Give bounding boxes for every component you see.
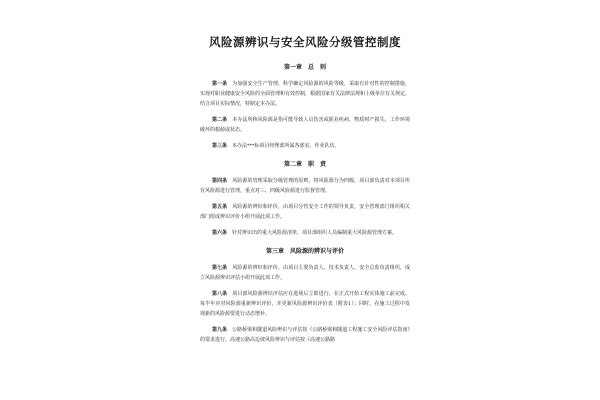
article-label: 第九条 (212, 327, 228, 333)
article (200, 263, 410, 283)
article-text: 为加强安全生产管理，科学确定风险源的风险等级，采取有针对性的控制措施，实现对职业健康安全风险的全面管理和有效控制，根据国家有关法律法规和上级单位有关规定，结合项目实际情况，特制定本办法。 (200, 81, 411, 107)
article (200, 79, 410, 109)
article (200, 202, 410, 222)
chapter-heading: 第一章 总 则 (283, 64, 326, 71)
article-label: 第八条 (212, 291, 228, 297)
document-title: 风险源辨识与安全风险分级管控制度 (209, 35, 401, 49)
article-label: 第二条 (212, 117, 228, 123)
article (200, 289, 410, 319)
article-label: 第七条 (212, 265, 228, 271)
article-text: 风险源的辨识和评价，由项目分管安全工作的领导负责，安全管理部门组织相关部门组成辨识评价小组开展此项工作。 (200, 204, 410, 220)
article-text: 本办法所称风险源是指可能导致人员伤害或职业疾病、物质财产损失、工作环境破坏的根源或状态。 (200, 117, 410, 133)
article (200, 176, 410, 196)
chapter-heading: 第二章 职 责 (283, 161, 326, 168)
article (200, 325, 410, 345)
article-text: 公路桥梁和隧道风险辨识与评估按《公路桥梁和隧道工程施工安全风险评估指南》的要求进行，高速公路高边坡风险辨识与评估按《高速公路路 (200, 327, 410, 343)
chapter-heading: 第三章 风险源的辨识与评价 (265, 248, 344, 255)
article-label: 第三条 (212, 143, 228, 149)
article (200, 141, 410, 151)
article-text: 针对辨识出的重大风险源清单，项目部组织人员编制重大风险源管理方案。 (232, 230, 398, 236)
document-body (200, 34, 410, 351)
article (200, 115, 410, 135)
article-text: 本办法***标项目经理部所属各部室、作业队伍。 (232, 143, 340, 149)
article-label: 第六条 (212, 230, 228, 236)
article-text: 项目部风险源辨识评估应在进场后立即进行，在正式开始工程实体施工前完成。每半年应对风险源重新辨识评价，并更新风险源辨识评价表（附表1）；同时，在施工过程中发现新的风险源要进行动态增补。 (200, 291, 410, 317)
article-label: 第四条 (212, 178, 228, 184)
article-text: 风险源的辨识和评价，由项目主要负责人、技术负责人、安全总监负责组织，成立风险源辨识评估小组开展此项工作。 (200, 265, 410, 281)
article (200, 228, 410, 238)
article-label: 第五条 (212, 204, 228, 210)
article-text: 风险源的管理采取分级管理的原则，将风险源分为四级，项目部负责对本项目所有风险源进行管理，重点对三、四级风险源进行监督管理。 (200, 178, 410, 194)
article-label: 第一条 (212, 81, 228, 87)
